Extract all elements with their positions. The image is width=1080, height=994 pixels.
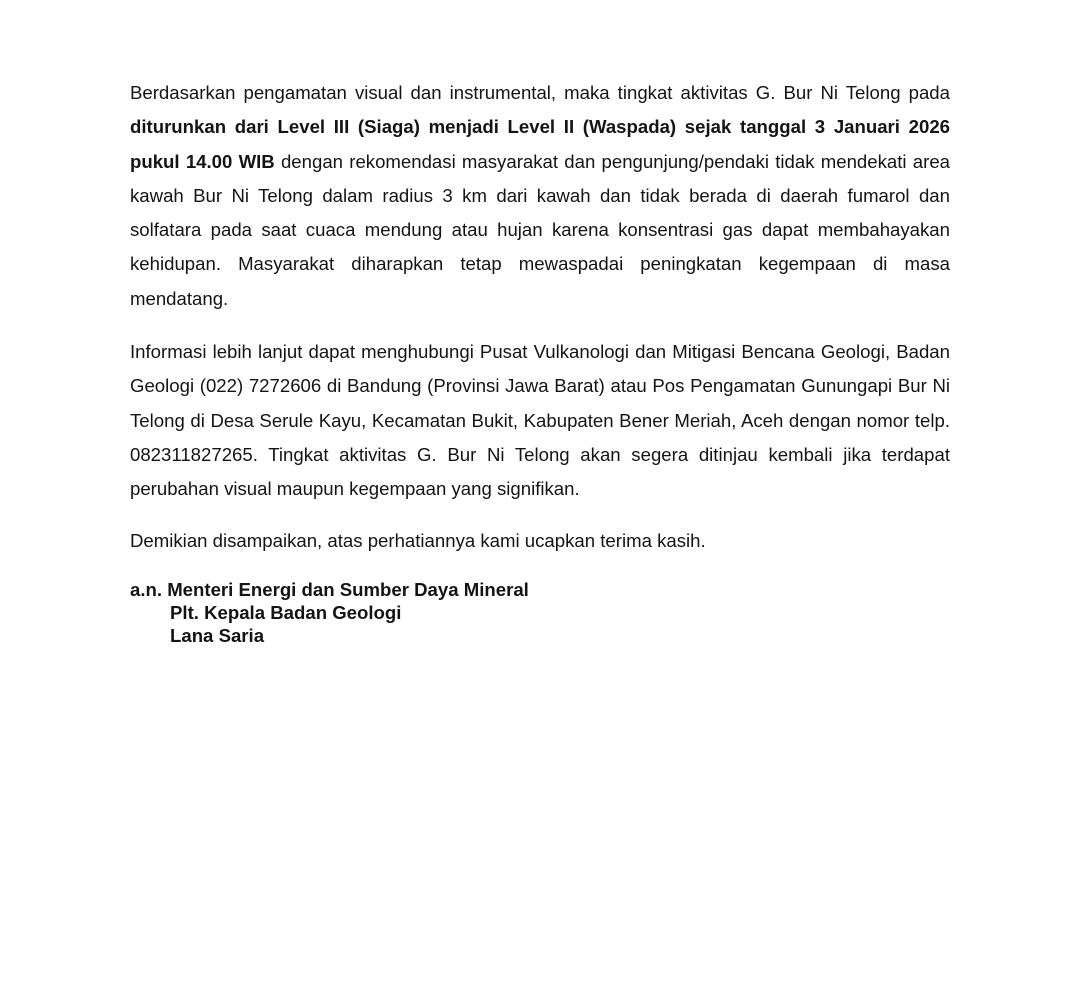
document-page (130, 76, 950, 647)
signature-block (130, 578, 950, 647)
closing-line: Demikian disampaikan, atas perhatiannya kami ucapkan terima kasih. (130, 529, 706, 551)
paragraph-status-change (130, 76, 950, 316)
paragraph-1-recommendation: dengan rekomendasi masyarakat dan pengunjung/pendaki tidak mendekati area kawah Bur Ni Telong dalam radius 3 km dari kawah dan tidak berada di daerah fumarol dan solfatara pada saat cuaca mendung atau hujan karena konsentrasi gas dapat membahayakan kehidupan. Masyarakat diharapkan tetap mewaspadai peningkatan kegempaan di masa mendatang. (130, 150, 950, 309)
paragraph-1-intro: Berdasarkan pengamatan visual dan instrumental, maka tingkat aktivitas G. Bur Ni Telong pada (130, 82, 950, 103)
signature-line-position: Plt. Kepala Badan Geologi (170, 601, 402, 623)
signature-line-name: Lana Saria (170, 624, 265, 646)
paragraph-1-bold-status: diturunkan dari Level III (Siaga) menjadi Level II (Waspada) sejak tanggal 3 Januari 2026 pukul 14.00 WIB (130, 116, 950, 172)
signature-line-minister: a.n. Menteri Energi dan Sumber Daya Mineral (130, 578, 529, 600)
paragraph-contact-info: Informasi lebih lanjut dapat menghubungi Pusat Vulkanologi dan Mitigasi Bencana Geologi, Badan Geologi (022) 7272606 di Bandung (Provinsi Jawa Barat) atau Pos Pengamatan Gunungapi Bur Ni Telong di Desa Serule Kayu, Kecamatan Bukit, Kabupaten Bener Meriah, Aceh dengan nomor telp. 082311827265. Tingkat aktivitas G. Bur Ni Telong akan segera ditinjau kembali jika terdapat perubahan visual maupun kegempaan yang signifikan. (130, 341, 950, 500)
